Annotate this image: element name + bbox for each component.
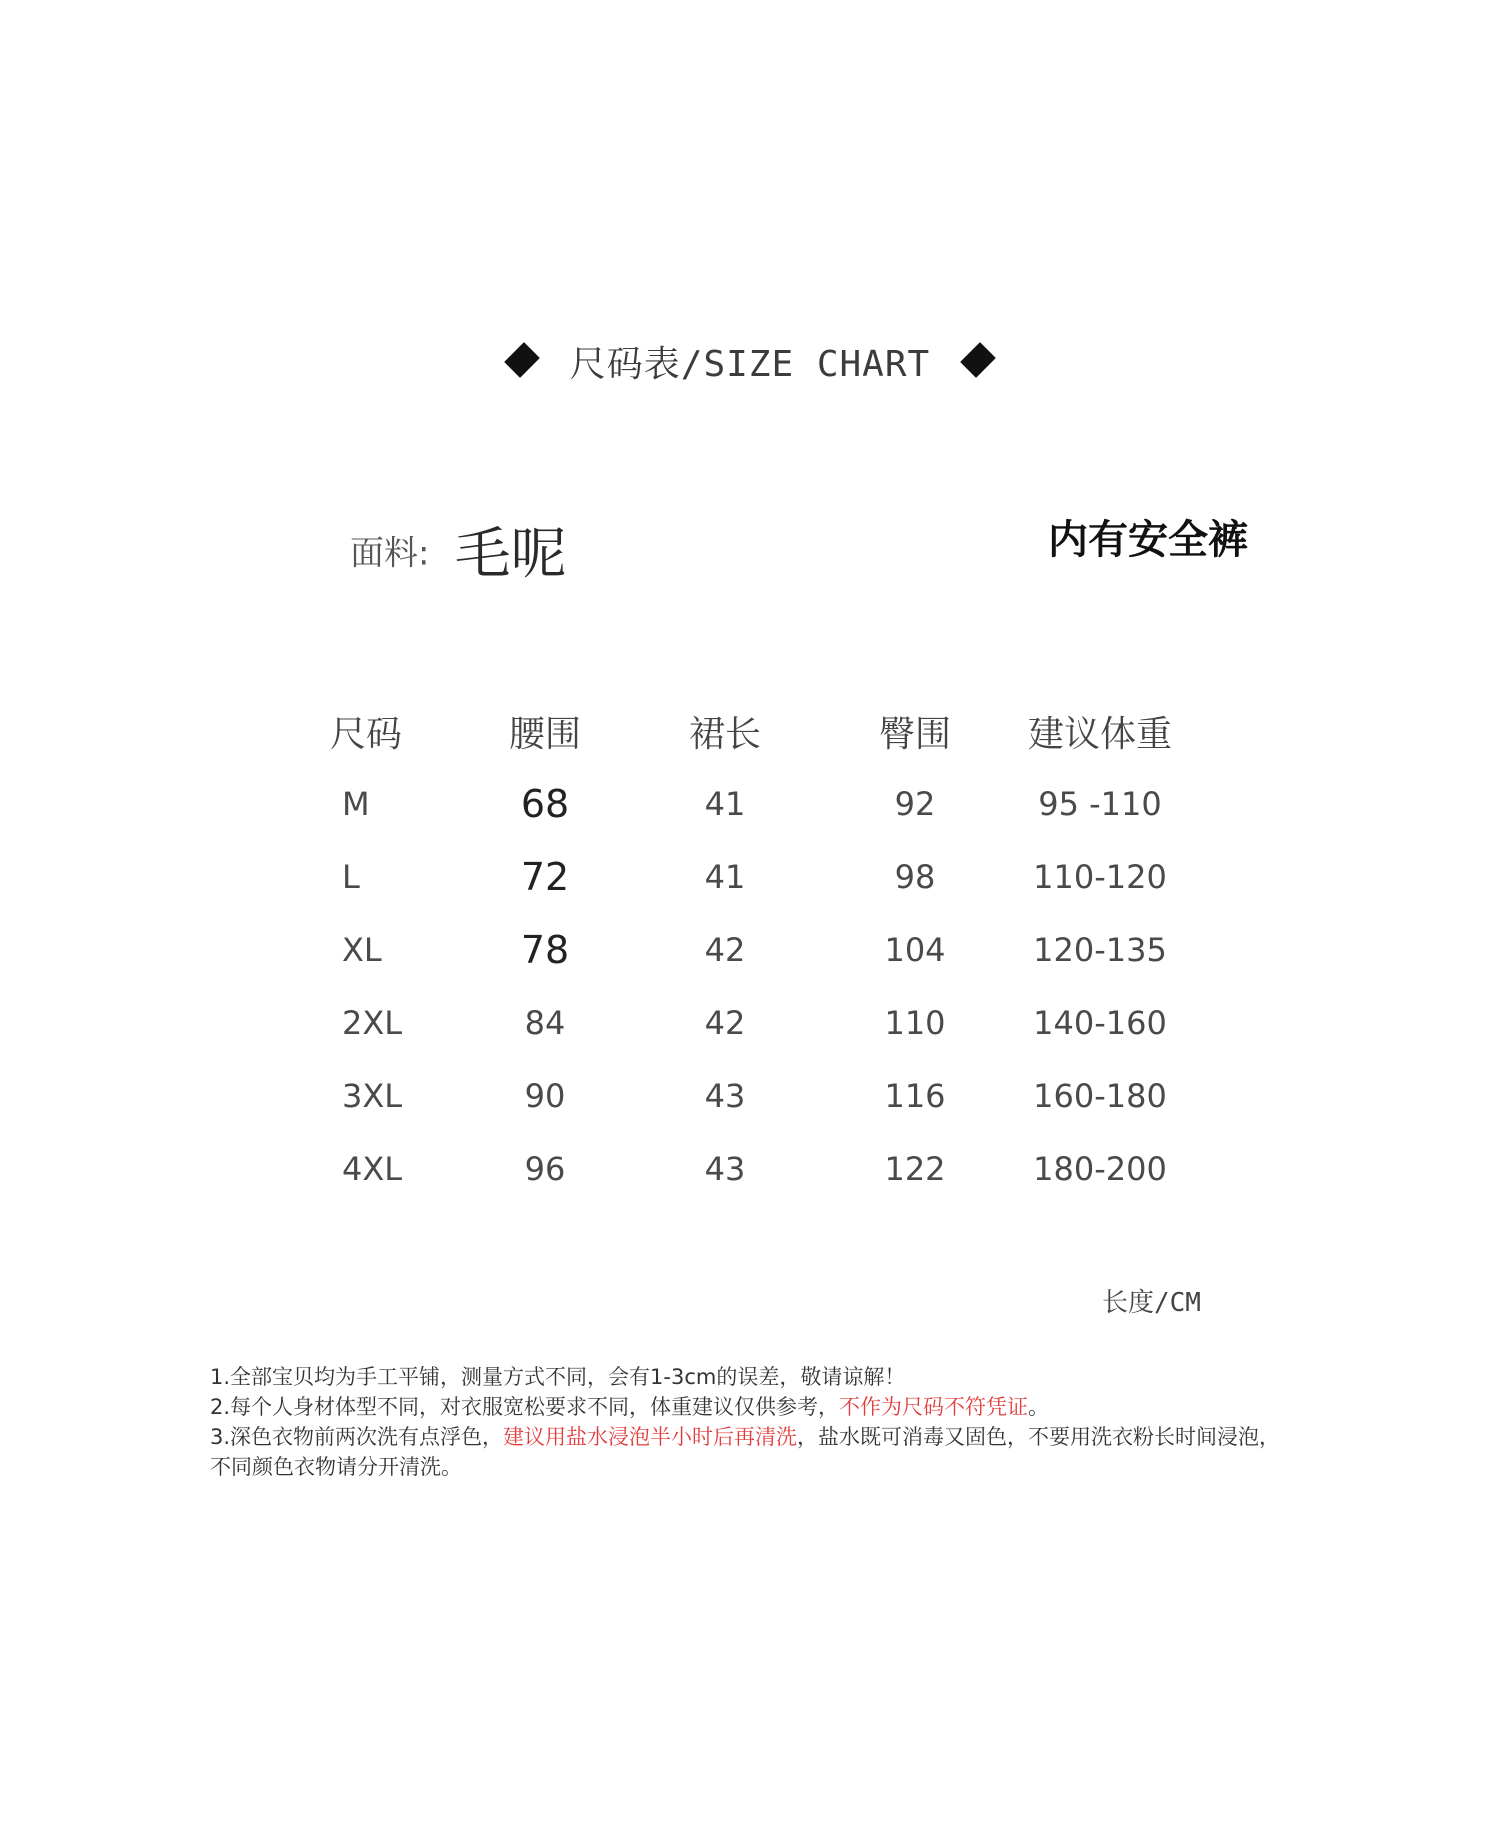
- cell-hip: 122: [884, 1149, 946, 1188]
- cell-hip: 116: [884, 1076, 946, 1115]
- cell-hip: 92: [894, 784, 936, 823]
- cell-waist: 96: [524, 1149, 566, 1188]
- table-row: [300, 1059, 1190, 1132]
- cell-size: 2XL: [342, 1003, 403, 1042]
- title-text: 尺码表/SIZE CHART: [569, 344, 931, 385]
- note-2-text: 2.每个人身材体型不同，对衣服宽松要求不同，体重建议仅供参考，: [210, 1395, 840, 1419]
- cell-skirt-length: 42: [704, 1003, 746, 1042]
- diamond-left-icon: [504, 342, 540, 378]
- note-2: [210, 1392, 1290, 1422]
- header-skirt-length: 裙长: [688, 713, 761, 755]
- cell-size: M: [342, 784, 370, 823]
- cell-skirt-length: 43: [704, 1076, 746, 1115]
- cell-size: 3XL: [342, 1076, 403, 1115]
- unit-label: 长度/CM: [1102, 1288, 1201, 1318]
- cell-hip: 98: [894, 857, 936, 896]
- size-chart-title: [0, 340, 1500, 390]
- note-3-warning: 建议用盐水浸泡半小时后再清洗: [503, 1425, 798, 1449]
- header-size: 尺码: [330, 713, 403, 755]
- note-2-warning: 不作为尺码不符凭证: [839, 1395, 1029, 1419]
- cell-weight: 180-200: [1033, 1149, 1167, 1188]
- note-1: 1.全部宝贝均为手工平铺，测量方式不同，会有1-3cm的误差，敬请谅解！: [210, 1365, 906, 1389]
- cell-waist: 68: [520, 781, 570, 826]
- cell-waist: 78: [520, 927, 570, 972]
- cell-waist: 72: [520, 854, 570, 899]
- header-weight: 建议体重: [1027, 713, 1172, 755]
- table-header-row: [300, 695, 1190, 767]
- table-row: [300, 767, 1190, 840]
- cell-weight: 120-135: [1033, 930, 1167, 969]
- table-row: [300, 1132, 1190, 1205]
- cell-weight: 110-120: [1033, 857, 1167, 896]
- cell-weight: 160-180: [1033, 1076, 1167, 1115]
- cell-hip: 110: [884, 1003, 946, 1042]
- cell-skirt-length: 41: [704, 784, 746, 823]
- table-row: [300, 986, 1190, 1059]
- cell-size: L: [342, 857, 360, 896]
- cell-skirt-length: 41: [704, 857, 746, 896]
- size-table: [300, 695, 1190, 1205]
- cell-weight: 140-160: [1033, 1003, 1167, 1042]
- cell-skirt-length: 42: [704, 930, 746, 969]
- cell-weight: 95 -110: [1038, 784, 1162, 823]
- note-3: [210, 1422, 1290, 1482]
- safety-shorts-note: 内有安全裤: [1048, 517, 1248, 563]
- cell-skirt-length: 43: [704, 1149, 746, 1188]
- note-3-end: ，盐水既可消毒又固色，不要用洗衣粉长时间浸泡，不同颜色衣物请分开清洗。: [210, 1425, 1281, 1479]
- fabric-label: 面料:: [350, 533, 430, 574]
- cell-hip: 104: [884, 930, 946, 969]
- header-waist: 腰围: [508, 713, 581, 755]
- table-row: [300, 840, 1190, 913]
- diamond-right-icon: [960, 342, 996, 378]
- cell-size: 4XL: [342, 1149, 403, 1188]
- note-2-end: 。: [1028, 1395, 1050, 1419]
- care-notes: [210, 1362, 1290, 1482]
- fabric-value: 毛呢: [454, 522, 567, 587]
- note-3-text: 3.深色衣物前两次洗有点浮色，: [210, 1425, 504, 1449]
- table-row: [300, 913, 1190, 986]
- fabric-info: [350, 510, 567, 590]
- cell-waist: 84: [524, 1003, 566, 1042]
- cell-size: XL: [342, 930, 382, 969]
- header-hip: 臀围: [878, 713, 951, 755]
- cell-waist: 90: [524, 1076, 566, 1115]
